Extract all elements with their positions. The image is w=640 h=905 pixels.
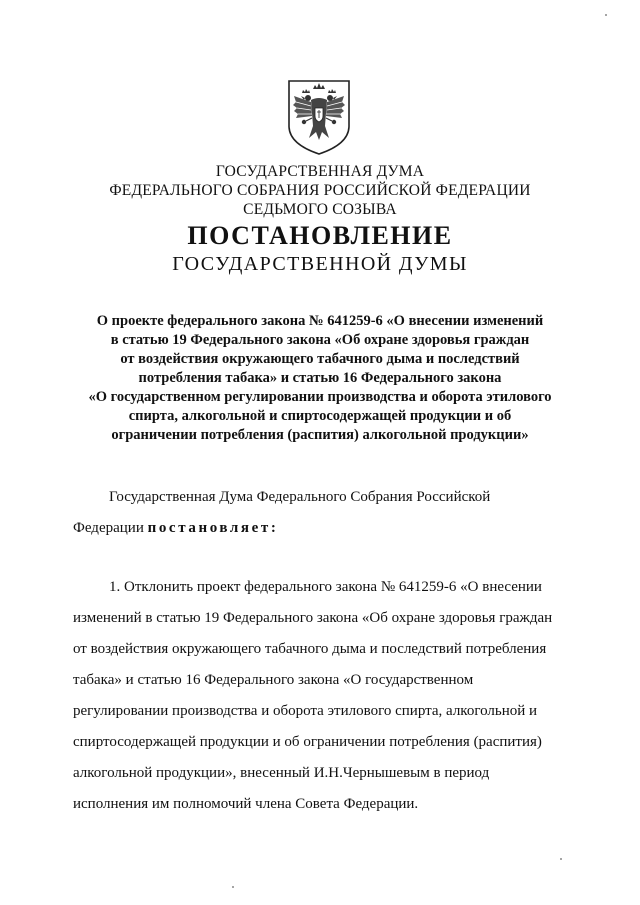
word: алкогольной (73, 765, 153, 781)
word: и (369, 641, 378, 657)
word: внесенный (240, 765, 310, 781)
word: «Об (361, 610, 388, 626)
word: производства (172, 703, 258, 719)
word: табачного (264, 641, 329, 657)
header-block (0, 162, 640, 219)
subject-line: спирта, алкогольной и спиртосодержащей продукции и об (128, 408, 512, 424)
word: федерального (244, 579, 333, 595)
item1-line (73, 758, 551, 789)
word: в (433, 765, 441, 781)
word: продукции», (156, 765, 237, 781)
item1-line (73, 634, 551, 665)
word: «О (460, 579, 479, 595)
word: закона (298, 672, 340, 688)
word: 19 (204, 610, 220, 626)
word: статью (156, 610, 201, 626)
word: об (284, 734, 300, 750)
document-subtitle: ГОСУДАРСТВЕННОЙ ДУМЫ (172, 253, 468, 275)
word: 1. (109, 579, 121, 595)
subject-line: О проекте федерального закона № 641259-6 «О внесении изменений (96, 313, 544, 329)
scan-speck (232, 886, 234, 888)
word: здоровья (438, 610, 496, 626)
word: И.Н.Чернышевым (313, 765, 430, 781)
intro-line-1 (73, 482, 551, 513)
word: № (380, 579, 396, 595)
word: от (73, 641, 87, 657)
word: алкогольной (446, 703, 526, 719)
word: период (444, 765, 490, 781)
scan-speck (605, 14, 607, 16)
intro-line-2 (73, 513, 551, 544)
word: Федерального (223, 610, 314, 626)
word: дыма (332, 641, 366, 657)
word: внесении (482, 579, 542, 595)
subject-line: в статью 19 Федерального закона «Об охране здоровья граждан (110, 332, 530, 348)
subject-line: ограничении потребления (распития) алкогольной продукции» (111, 427, 529, 443)
word: регулировании (73, 703, 169, 719)
word: Российской (416, 489, 491, 505)
item1-line (73, 727, 551, 758)
word: граждан (499, 610, 553, 626)
document-title: ПОСТАНОВЛЕНИЕ (187, 221, 453, 250)
header-line-duma: ГОСУДАРСТВЕННАЯ ДУМА (215, 163, 425, 180)
word: Дума (219, 489, 253, 505)
word: проект (196, 579, 241, 595)
word: ограничении (303, 734, 386, 750)
word: в (145, 610, 153, 626)
word: Государственная (109, 489, 216, 505)
word: закона (335, 579, 378, 595)
subject-line: «О государственном регулировании производства и оборота этилового (88, 389, 552, 405)
resolution-subject (60, 312, 580, 445)
word: окружающего (172, 641, 262, 657)
word: Федерального (204, 672, 295, 688)
word: изменений (73, 610, 142, 626)
word: статью (137, 672, 182, 688)
word: и (125, 672, 134, 688)
word: «О (343, 672, 362, 688)
scan-speck (560, 858, 562, 860)
word: закона (316, 610, 359, 626)
word: и (272, 734, 281, 750)
item1-line (73, 603, 551, 634)
word: последствий (381, 641, 462, 657)
item1-last-line: исполнения им полномочий члена Совета Федерации. (73, 796, 419, 812)
word: и (261, 703, 270, 719)
intro-paragraph (73, 482, 551, 544)
word: Отклонить (124, 579, 194, 595)
word: 641259-6 (398, 579, 457, 595)
intro-federation: Федерации (73, 520, 144, 536)
word: (распития) (473, 734, 542, 750)
item1-line (73, 696, 551, 727)
word: Собрания (350, 489, 413, 505)
state-emblem-icon (286, 78, 352, 156)
header-line-assembly: ФЕДЕРАЛЬНОГО СОБРАНИЯ РОССИЙСКОЙ ФЕДЕРАЦИИ (109, 182, 531, 199)
item-1-paragraph (73, 572, 551, 820)
word: 16 (185, 672, 201, 688)
word: воздействия (90, 641, 169, 657)
header-line-convocation: СЕДЬМОГО СОЗЫВА (243, 201, 397, 218)
word: продукции (199, 734, 269, 750)
word: и (529, 703, 538, 719)
word: оборота (273, 703, 324, 719)
word: потребления (389, 734, 470, 750)
word: Федерального (256, 489, 347, 505)
word: спиртосодержащей (73, 734, 197, 750)
item1-line (73, 572, 551, 603)
word: потребления (465, 641, 547, 657)
subject-line: от воздействия окружающего табачного дыма и последствий (120, 351, 520, 367)
item1-line (73, 665, 551, 696)
word: государственном (365, 672, 474, 688)
word: этилового (327, 703, 392, 719)
word: спирта, (395, 703, 443, 719)
word: табака» (73, 672, 122, 688)
subject-line: потребления табака» и статью 16 Федерального закона (138, 370, 502, 386)
word: охране (391, 610, 436, 626)
resolves-verb: постановляет: (147, 520, 279, 536)
